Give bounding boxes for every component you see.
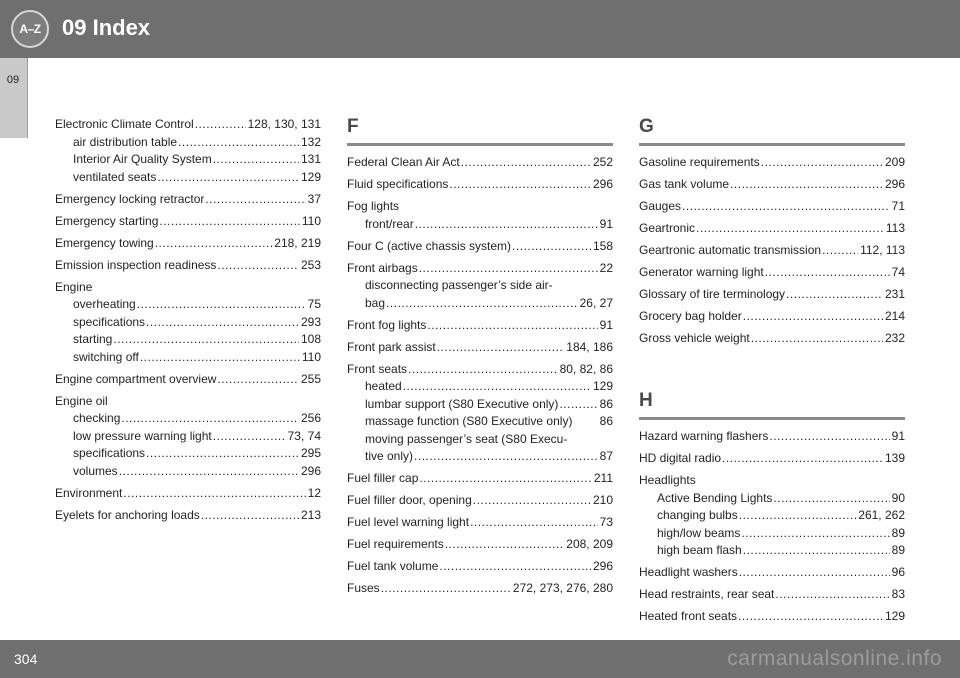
section-letter-g: G (639, 116, 905, 146)
page-reference[interactable]: 90 (891, 490, 905, 505)
index-entry (639, 564, 905, 582)
index-entry (347, 470, 613, 488)
index-entry (639, 154, 905, 172)
index-entry (347, 536, 613, 554)
dot-leader (157, 169, 299, 187)
index-entry (55, 371, 321, 389)
index-term[interactable] (639, 608, 905, 626)
dot-leader (201, 507, 299, 525)
index-term[interactable] (639, 176, 905, 194)
chapter-tab-label: 09 (6, 74, 20, 86)
index-entry (639, 176, 905, 194)
index-entry (347, 317, 613, 335)
dot-leader (743, 542, 890, 560)
entry-text: heated (365, 379, 402, 393)
page-reference[interactable]: 91 (599, 317, 613, 332)
entry-text: front/rear (365, 216, 414, 231)
index-entry (347, 558, 613, 576)
dot-leader (743, 308, 883, 326)
dot-leader (730, 176, 883, 194)
index-entry (347, 260, 613, 313)
dot-leader (415, 216, 598, 234)
index-entry (55, 279, 321, 367)
page-reference[interactable]: 293 (300, 314, 321, 329)
entry-text: Active Bending Lights (657, 490, 773, 505)
page-reference[interactable]: 73 (599, 515, 613, 529)
entry-text: Gasoline requirements (639, 155, 760, 169)
page-reference[interactable]: 96 (891, 565, 905, 579)
dot-leader (217, 257, 299, 275)
dot-leader (146, 314, 299, 332)
entry-text: Geartronic (639, 221, 696, 235)
index-entry (55, 191, 321, 209)
dot-leader (437, 339, 565, 357)
index-entry (639, 472, 905, 560)
index-subentry[interactable] (55, 445, 321, 463)
index-entry (55, 507, 321, 525)
entry-text: Federal Clean Air Act (347, 155, 460, 169)
index-term[interactable] (347, 238, 613, 256)
a-z-badge-label: A–Z (19, 22, 41, 36)
dot-leader (403, 378, 591, 396)
index-subentry[interactable] (347, 216, 613, 234)
dot-leader (159, 213, 299, 231)
page-reference[interactable]: 74 (891, 265, 905, 279)
entry-text: overheating (73, 297, 136, 311)
page-reference[interactable]: 261, 262 (858, 508, 905, 522)
dot-leader (696, 220, 884, 238)
entry-text: Fuses (347, 581, 380, 595)
entry-text: disconnecting passenger’s side air- (365, 278, 553, 292)
index-subentry (347, 277, 613, 295)
page-reference[interactable]: 231 (884, 287, 905, 301)
section-letter-f: F (347, 116, 613, 146)
page-reference[interactable]: 214 (884, 309, 905, 323)
entry-text: bag (365, 295, 386, 310)
dot-leader (414, 448, 598, 466)
page-reference[interactable]: 295 (300, 446, 321, 460)
entry-text: Fluid specifications (347, 177, 449, 191)
page-reference[interactable]: 75 (307, 297, 321, 311)
entry-text: Glossary of tire terminology (639, 287, 786, 301)
index-term[interactable] (347, 492, 613, 510)
section-letter-h: H (639, 390, 905, 420)
entry-text: Generator warning light (639, 265, 764, 279)
dot-leader (775, 586, 889, 604)
dot-leader (786, 286, 883, 304)
page-reference[interactable]: 73, 74 (287, 428, 321, 443)
dot-leader (470, 514, 598, 532)
index-term (55, 279, 321, 297)
page-reference[interactable]: 129 (884, 609, 905, 623)
index-subentry[interactable] (55, 463, 321, 481)
section-spacer (639, 352, 905, 390)
entry-text: air distribution table (73, 134, 178, 149)
index-term[interactable] (55, 371, 321, 389)
entry-text: ventilated seats (73, 169, 157, 184)
index-entry (347, 514, 613, 532)
index-term[interactable] (347, 260, 613, 278)
page-reference[interactable]: 80, 82, 86 (559, 361, 613, 376)
index-entry (55, 235, 321, 253)
entry-text: specifications (73, 314, 146, 329)
dot-leader (178, 134, 299, 152)
index-term[interactable] (639, 428, 905, 446)
page-reference[interactable]: 112, 113 (860, 243, 905, 257)
entry-text: Hazard warning flashers (639, 429, 769, 443)
index-entry (347, 492, 613, 510)
index-term[interactable] (347, 176, 613, 194)
dot-leader (146, 445, 299, 463)
page-reference[interactable]: 89 (891, 525, 905, 540)
entry-text: Gas tank volume (639, 177, 730, 191)
entry-text: Emergency starting (55, 213, 159, 228)
page-reference[interactable]: 211 (593, 471, 613, 485)
page-reference[interactable]: 37 (307, 191, 321, 206)
index-subentry[interactable] (55, 331, 321, 349)
entry-text: massage function (S80 Executive only) (365, 414, 573, 428)
dot-leader (761, 154, 883, 172)
entry-text: Headlight washers (639, 565, 738, 579)
index-term[interactable] (55, 116, 321, 134)
dot-leader (213, 428, 286, 446)
index-entry (55, 213, 321, 231)
entry-text: Fuel filler cap (347, 471, 419, 485)
entry-text: Head restraints, rear seat (639, 587, 775, 601)
page-reference[interactable]: 86 (599, 396, 613, 411)
page-reference[interactable]: 296 (592, 559, 613, 573)
dot-leader (439, 558, 591, 576)
index-term[interactable] (347, 558, 613, 576)
page-reference[interactable]: 232 (884, 331, 905, 345)
entry-text: Engine oil (55, 393, 108, 408)
index-column-3 (639, 116, 905, 630)
dot-leader (473, 492, 591, 510)
page-reference[interactable]: 139 (884, 451, 905, 465)
index-entry (639, 198, 905, 216)
index-term[interactable] (639, 198, 905, 216)
chapter-tab[interactable] (0, 58, 28, 138)
page-reference[interactable]: 89 (891, 543, 905, 557)
page-reference[interactable]: 213 (300, 507, 321, 522)
entry-text: Emergency locking retractor (55, 191, 205, 206)
dot-leader (445, 536, 565, 554)
index-term[interactable] (55, 485, 321, 503)
dot-leader (822, 242, 858, 260)
entry-text: lumbar support (S80 Executive only) (365, 396, 559, 411)
entry-text: Fuel level warning light (347, 515, 470, 529)
index-entry (639, 220, 905, 238)
index-entry (55, 257, 321, 275)
index-entry (55, 116, 321, 186)
entry-text: Front airbags (347, 260, 418, 275)
entry-text: Fuel tank volume (347, 559, 439, 573)
dot-leader (682, 198, 890, 216)
page-number: 304 (14, 651, 38, 667)
index-term[interactable] (55, 191, 321, 209)
dot-leader (119, 463, 299, 481)
index-subentry[interactable] (55, 296, 321, 314)
page-reference[interactable]: 86 (599, 414, 613, 428)
page-reference[interactable]: 91 (891, 429, 905, 443)
index-subentry[interactable] (55, 314, 321, 332)
page-reference[interactable]: 113 (885, 221, 905, 235)
index-term (55, 393, 321, 411)
entry-text: Interior Air Quality System (73, 152, 212, 166)
page-reference[interactable]: 108 (300, 332, 321, 346)
entry-text: Grocery bag holder (639, 309, 742, 323)
dot-leader (739, 564, 890, 582)
index-entry (639, 586, 905, 604)
index-column-1 (55, 116, 321, 529)
dot-leader (137, 296, 306, 314)
index-term[interactable] (55, 213, 321, 231)
entry-text: high/low beams (657, 525, 741, 540)
page-reference[interactable]: 209 (884, 155, 905, 169)
dot-leader (213, 151, 299, 169)
index-term[interactable] (639, 264, 905, 282)
entry-text: changing bulbs (657, 508, 738, 522)
entry-text: Headlights (639, 473, 696, 487)
index-subentry[interactable] (639, 490, 905, 508)
dot-leader (419, 260, 598, 278)
index-subentry[interactable] (347, 413, 613, 431)
index-term[interactable] (347, 514, 613, 532)
entry-text: switching off (73, 349, 139, 364)
index-subentry[interactable] (639, 525, 905, 543)
index-subentry (347, 431, 613, 449)
index-subentry[interactable] (639, 542, 905, 560)
index-subentry[interactable] (55, 151, 321, 169)
index-subentry[interactable] (347, 396, 613, 414)
page-reference[interactable]: 184, 186 (566, 339, 613, 354)
index-term[interactable] (347, 339, 613, 357)
index-entry (347, 198, 613, 233)
entry-text: Emergency towing (55, 235, 154, 250)
entry-text: volumes (73, 463, 118, 478)
index-term[interactable] (347, 361, 613, 379)
page-reference[interactable]: 252 (592, 155, 613, 169)
dot-leader (773, 490, 889, 508)
page-reference[interactable]: 132 (300, 134, 321, 149)
page-reference[interactable]: 110 (301, 349, 321, 364)
dot-leader (427, 317, 597, 335)
index-term[interactable] (55, 507, 321, 525)
page-title: 09 Index (62, 15, 151, 40)
index-subentry[interactable] (55, 134, 321, 152)
index-entry (639, 330, 905, 348)
watermark: carmanualsonline.info (727, 647, 942, 670)
index-subentry[interactable] (55, 410, 321, 428)
index-term[interactable] (347, 536, 613, 554)
entry-text: specifications (73, 446, 146, 460)
index-subentry[interactable] (347, 295, 613, 313)
index-subentry[interactable] (55, 169, 321, 187)
index-entry (639, 242, 905, 260)
index-term[interactable] (639, 450, 905, 468)
index-term[interactable] (639, 154, 905, 172)
page-reference[interactable]: 26, 27 (579, 295, 613, 310)
page-reference[interactable]: 208, 209 (566, 537, 613, 551)
page-reference[interactable]: 83 (891, 587, 905, 601)
dot-leader (386, 295, 578, 313)
page-reference[interactable]: 253 (300, 257, 321, 272)
entry-text: Gross vehicle weight (639, 331, 750, 345)
dot-leader (381, 580, 511, 598)
dot-leader (769, 428, 889, 446)
dot-leader (738, 608, 883, 626)
dot-leader (155, 235, 273, 253)
dot-leader (739, 507, 857, 525)
index-entry (347, 339, 613, 357)
dot-leader (722, 450, 883, 468)
dot-leader (121, 410, 299, 428)
entry-text: Geartronic automatic transmission (639, 243, 822, 257)
page-reference[interactable]: 296 (884, 177, 905, 191)
entry-text: Engine (55, 279, 93, 294)
dot-leader (512, 238, 591, 256)
page-reference[interactable]: 158 (592, 238, 613, 253)
index-subentry[interactable] (55, 428, 321, 446)
index-entry (639, 308, 905, 326)
entry-text: Heated front seats (639, 609, 738, 623)
index-entry (347, 238, 613, 256)
index-term[interactable] (639, 564, 905, 582)
page-reference[interactable]: 91 (599, 216, 613, 231)
page-reference[interactable]: 218, 219 (274, 235, 321, 250)
dot-leader (765, 264, 890, 282)
page-reference[interactable]: 71 (891, 199, 905, 213)
entry-text: Fog lights (347, 199, 400, 213)
entry-text: Emission inspection readiness (55, 257, 217, 272)
page-reference[interactable]: 110 (301, 213, 321, 228)
entry-text: low pressure warning light (73, 428, 212, 443)
index-term[interactable] (55, 235, 321, 253)
entry-text: high beam flash (657, 543, 742, 557)
page-reference[interactable]: 128, 130, 131 (247, 117, 321, 131)
page-reference[interactable]: 255 (300, 371, 321, 386)
dot-leader (449, 176, 591, 194)
page-reference[interactable]: 12 (307, 485, 321, 500)
dot-leader (140, 349, 300, 367)
dot-leader (751, 330, 883, 348)
dot-leader (217, 371, 299, 389)
entry-text: moving passenger’s seat (S80 Execu- (365, 431, 568, 446)
index-subentry[interactable] (347, 448, 613, 466)
index-entry (347, 361, 613, 466)
index-entry (347, 580, 613, 598)
index-entry (639, 608, 905, 626)
a-z-index-icon (11, 10, 49, 48)
index-term (639, 472, 905, 490)
index-entry (55, 393, 321, 481)
index-term[interactable] (55, 257, 321, 275)
index-term[interactable] (347, 317, 613, 335)
page-reference[interactable]: 256 (300, 411, 321, 425)
index-term[interactable] (639, 586, 905, 604)
index-term[interactable] (347, 470, 613, 488)
page-reference[interactable]: 210 (592, 493, 613, 507)
entry-text: Front seats (347, 361, 408, 376)
page-reference[interactable]: 129 (300, 169, 321, 184)
entry-text: Gauges (639, 199, 682, 213)
index-entry (347, 176, 613, 194)
page-header (0, 0, 960, 58)
page-reference[interactable]: 22 (599, 260, 613, 275)
dot-leader (113, 331, 299, 349)
entry-text: Front fog lights (347, 317, 427, 332)
page-reference[interactable]: 131 (300, 152, 321, 166)
index-term[interactable] (639, 286, 905, 304)
dot-leader (408, 361, 558, 379)
index-subentry[interactable] (55, 349, 321, 367)
entry-text: Front park assist (347, 339, 436, 354)
page-footer (0, 640, 960, 678)
entry-text: Engine compartment overview (55, 371, 217, 386)
index-subentry[interactable] (347, 378, 613, 396)
dot-leader (461, 154, 591, 172)
index-entry (639, 428, 905, 446)
entry-text: Fuel filler door, opening (347, 493, 472, 507)
dot-leader (419, 470, 591, 488)
index-entry (639, 286, 905, 304)
dot-leader (123, 485, 305, 503)
dot-leader (205, 191, 305, 209)
dot-leader (741, 525, 889, 543)
index-term[interactable] (639, 242, 905, 260)
dot-leader (559, 396, 597, 414)
index-term[interactable] (347, 580, 613, 598)
entry-text: Fuel requirements (347, 537, 444, 551)
index-entry (639, 450, 905, 468)
index-term (347, 198, 613, 216)
page-reference[interactable]: 296 (592, 177, 613, 191)
index-entry (347, 154, 613, 172)
page-reference[interactable]: 296 (300, 463, 321, 478)
entry-text: HD digital radio (639, 451, 722, 465)
page-reference[interactable]: 272, 273, 276, 280 (512, 581, 613, 595)
dot-leader (195, 116, 246, 134)
index-entry (55, 485, 321, 503)
page-reference[interactable]: 129 (592, 379, 613, 393)
entry-text: starting (73, 332, 113, 346)
index-term[interactable] (347, 154, 613, 172)
index-term[interactable] (639, 308, 905, 326)
entry-text: checking (73, 411, 121, 425)
entry-text: Electronic Climate Control (55, 117, 194, 131)
index-column-2 (347, 116, 613, 602)
index-term[interactable] (639, 330, 905, 348)
index-subentry[interactable] (639, 507, 905, 525)
index-entry (639, 264, 905, 282)
entry-text: Eyelets for anchoring loads (55, 507, 200, 522)
entry-text: tive only) (365, 449, 414, 463)
entry-text: Environment (55, 485, 123, 500)
index-term[interactable] (639, 220, 905, 238)
page-reference[interactable]: 87 (599, 449, 613, 463)
entry-text: Four C (active chassis system) (347, 238, 512, 253)
